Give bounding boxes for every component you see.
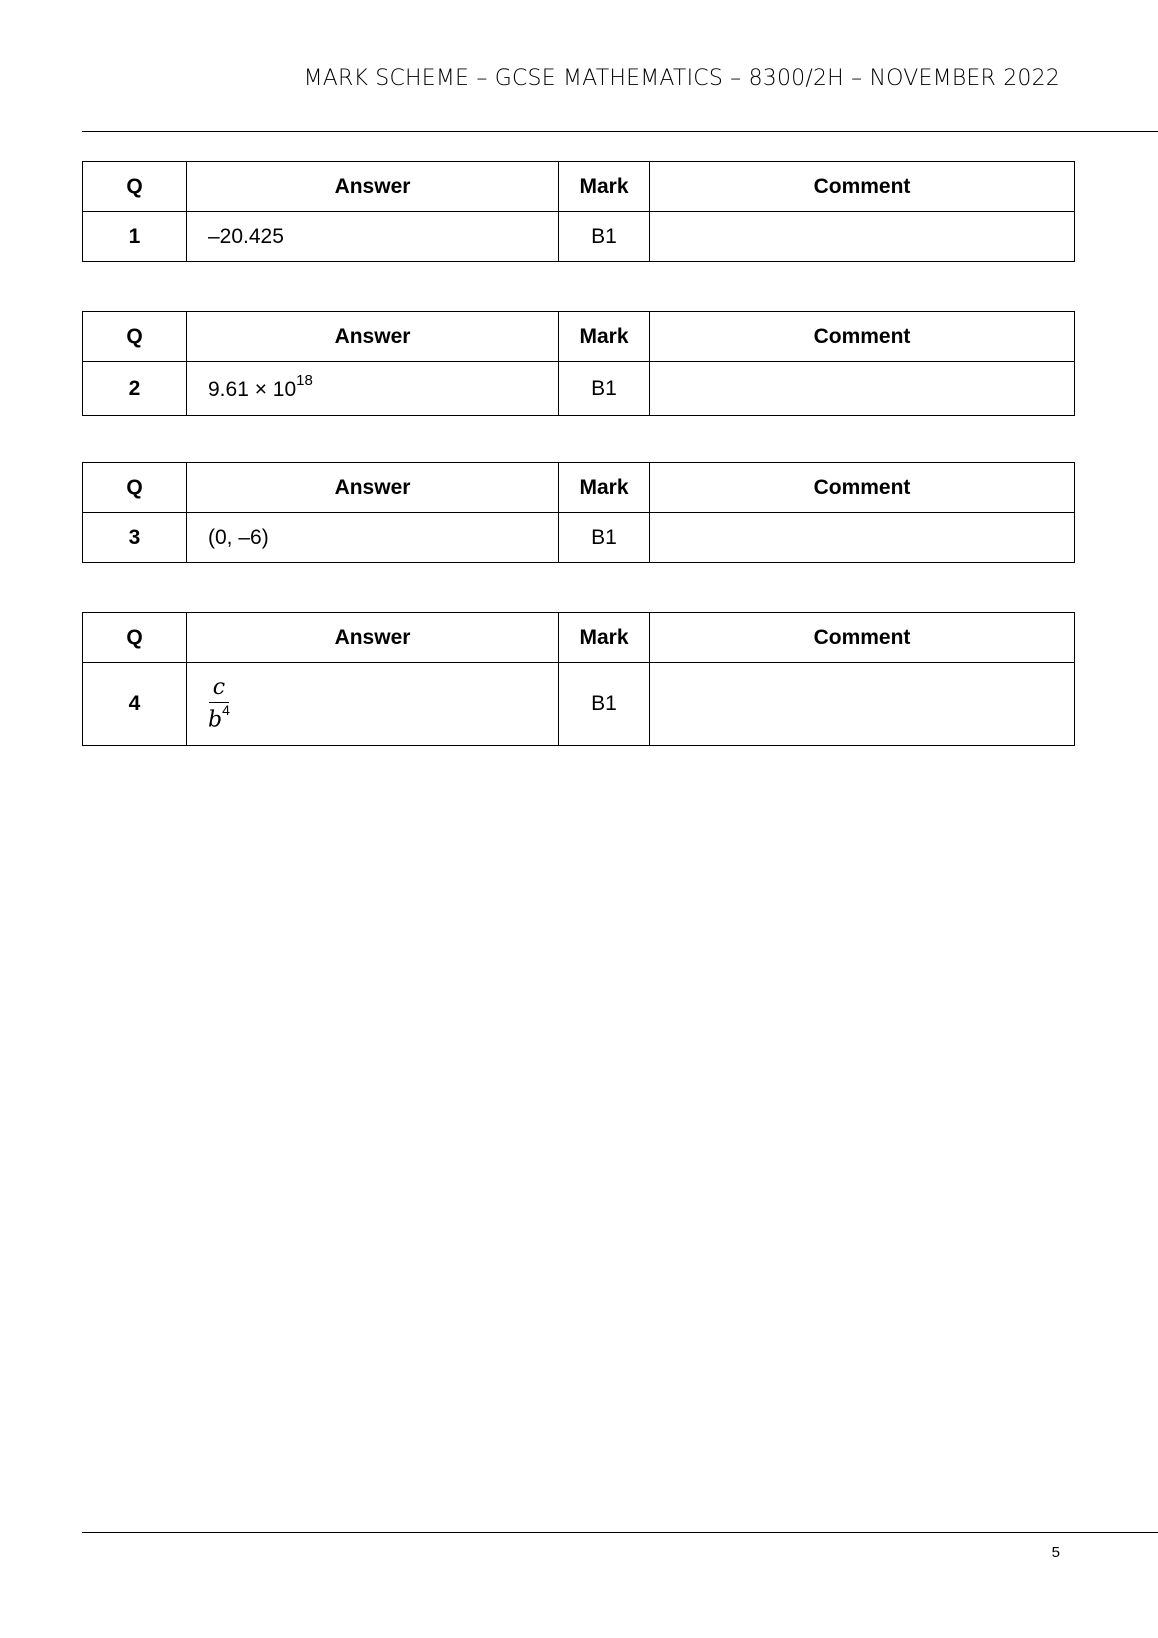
table-header-row: [83, 162, 1075, 212]
question-number: 4: [83, 663, 187, 746]
table-row: [83, 212, 1075, 262]
answer-cell: [187, 663, 559, 746]
mark-cell: B1: [559, 513, 650, 563]
table-header-row: [83, 463, 1075, 513]
answer-fraction: [208, 674, 230, 733]
table-row: [83, 513, 1075, 563]
table-row: [83, 362, 1075, 416]
column-header-mark: Mark: [559, 613, 650, 663]
column-header-answer: Answer: [187, 312, 559, 362]
answer-cell: [187, 362, 559, 416]
column-header-mark: Mark: [559, 162, 650, 212]
comment-cell: [650, 513, 1075, 563]
denominator-exponent: 4: [222, 701, 230, 718]
question-number: 2: [83, 362, 187, 416]
mark-scheme-table-q1: [82, 161, 1075, 262]
column-header-mark: Mark: [559, 312, 650, 362]
mark-scheme-table-q2: [82, 311, 1075, 416]
comment-cell: [650, 212, 1075, 262]
column-header-answer: Answer: [187, 162, 559, 212]
mark-cell: B1: [559, 663, 650, 746]
column-header-mark: Mark: [559, 463, 650, 513]
column-header-comment: Comment: [650, 613, 1075, 663]
question-number: 1: [83, 212, 187, 262]
mark-scheme-table-q4: [82, 612, 1075, 746]
column-header-answer: Answer: [187, 463, 559, 513]
header-divider: [82, 131, 1158, 132]
footer-divider: [82, 1532, 1158, 1533]
comment-cell: [650, 663, 1075, 746]
comment-cell: [650, 362, 1075, 416]
denominator-base: b: [208, 707, 223, 733]
column-header-q: Q: [83, 613, 187, 663]
question-number: 3: [83, 513, 187, 563]
page-number: 5: [1051, 1544, 1060, 1561]
mark-cell: B1: [559, 362, 650, 416]
fraction-denominator: [208, 703, 230, 731]
answer-base: 9.61 × 10: [208, 378, 297, 401]
column-header-q: Q: [83, 463, 187, 513]
answer-cell: –20.425: [187, 212, 559, 262]
column-header-comment: Comment: [650, 312, 1075, 362]
answer-cell: (0, –6): [187, 513, 559, 563]
answer-exponent: 18: [296, 372, 313, 389]
table-header-row: [83, 613, 1075, 663]
table-header-row: [83, 312, 1075, 362]
column-header-q: Q: [83, 162, 187, 212]
mark-scheme-table-q3: [82, 462, 1075, 563]
mark-cell: B1: [559, 212, 650, 262]
header-title: MARK SCHEME – GCSE MATHEMATICS – 8300/2H – NOVEMBER 2022: [303, 66, 1060, 91]
column-header-q: Q: [83, 312, 187, 362]
column-header-answer: Answer: [187, 613, 559, 663]
column-header-comment: Comment: [650, 162, 1075, 212]
column-header-comment: Comment: [650, 463, 1075, 513]
table-row: [83, 663, 1075, 746]
fraction-numerator: c: [209, 677, 229, 703]
